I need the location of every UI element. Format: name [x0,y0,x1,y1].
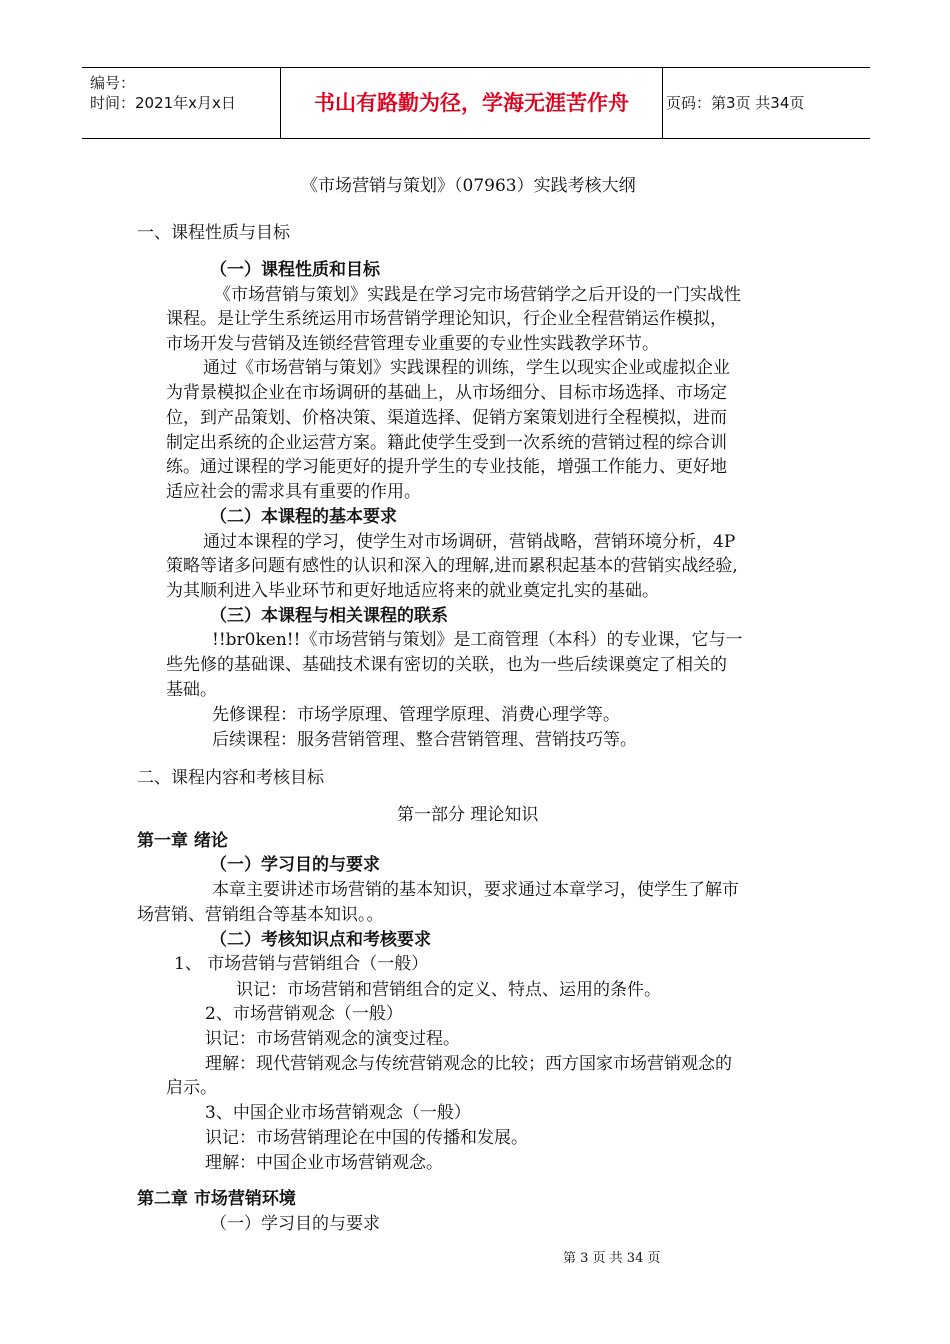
header-motto: 书山有路勤为径，学海无涯苦作舟 [281,68,663,138]
doc-time-label: 时间：2021年x月x日 [90,94,236,112]
paragraph-line: 为其顺利进入毕业环节和更好地适应将来的就业奠定扎实的基础。 [166,581,659,601]
prerequisite-courses: 先修课程：市场学原理、管理学原理、消费心理学等。 [212,705,620,725]
part-1-title: 第一部分 理论知识 [397,805,539,825]
paragraph-line: 练。通过课程的学习能更好的提升学生的专业技能，增强工作能力、更好地 [166,457,727,477]
paragraph-line: 通过本课程的学习，使学生对市场调研，营销战略，营销环境分析，4P [203,532,736,552]
knowledge-note: 识记：市场营销理论在中国的传播和发展。 [205,1128,528,1148]
paragraph-line: !!br0ken!!《市场营销与策划》是工商管理（本科）的专业课，它与一 [212,630,743,650]
paragraph-line: 本章主要讲述市场营销的基本知识，要求通过本章学习，使学生了解市 [212,880,739,900]
knowledge-point: 3、中国企业市场营销观念（一般） [205,1103,471,1123]
doc-number-label: 编号： [90,74,136,92]
paragraph-line: 《市场营销与策划》实践是在学习完市场营销学之后开设的一门实战性 [214,285,741,305]
doc-title: 《市场营销与策划》（07963）实践考核大纲 [301,176,636,196]
paragraph-line: 位，到产品策划、价格决策、渠道选择、促销方案策划进行全程模拟，进而 [166,408,727,428]
chapter-2-title: 第二章 市场营销环境 [137,1189,296,1209]
paragraph-line: 策略等诸多问题有感性的认识和深入的理解,进而累积起基本的营销实战经验, [166,556,738,576]
follow-up-courses: 后续课程：服务营销管理、整合营销管理、营销技巧等。 [212,730,637,750]
paragraph-line: 市场开发与营销及连锁经营管理专业重要的专业性实践教学环节。 [166,334,659,354]
knowledge-note: 识记：市场营销和营销组合的定义、特点、运用的条件。 [236,980,661,1000]
subheading-course-nature: （一）课程性质和目标 [210,260,380,280]
page-footer: 第 3 页 共 34 页 [563,1251,661,1266]
chapter-1-assessment: （二）考核知识点和考核要求 [210,930,431,950]
knowledge-note: 启示。 [166,1078,217,1098]
chapter-2-learning-goals: （一）学习目的与要求 [210,1214,380,1234]
page-header [82,67,870,139]
chapter-1-title: 第一章 绪论 [137,831,228,851]
paragraph-line: 制定出系统的企业运营方案。籍此使学生受到一次系统的营销过程的综合训 [166,433,727,453]
subheading-basic-requirements: （二）本课程的基本要求 [210,507,397,527]
paragraph-line: 基础。 [166,680,217,700]
knowledge-point: 1、 市场营销与营销组合（一般） [174,954,429,974]
chapter-1-learning-goals: （一）学习目的与要求 [210,855,380,875]
paragraph-line: 些先修的基础课、基础技术课有密切的关联，也为一些后续课奠定了相关的 [166,655,727,675]
paragraph-line: 课程。是让学生系统运用市场营销学理论知识，行企业全程营销运作模拟， [166,309,727,329]
paragraph-line: 适应社会的需求具有重要的作用。 [166,482,421,502]
knowledge-note: 理解：中国企业市场营销观念。 [205,1153,443,1173]
paragraph-line: 通过《市场营销与策划》实践课程的训练，学生以现实企业或虚拟企业 [203,358,730,378]
section-1-heading: 一、课程性质与目标 [137,223,290,243]
section-2-heading: 二、课程内容和考核目标 [137,768,324,788]
header-meta-cell [82,68,281,138]
paragraph-line: 场营销、营销组合等基本知识。。 [137,905,384,925]
paragraph-line: 为背景模拟企业在市场调研的基础上，从市场细分、目标市场选择、市场定 [166,383,727,403]
knowledge-note: 识记：市场营销观念的演变过程。 [205,1029,460,1049]
knowledge-point: 2、市场营销观念（一般） [205,1004,403,1024]
knowledge-note: 理解：现代营销观念与传统营销观念的比较；西方国家市场营销观念的 [205,1054,732,1074]
subheading-related-courses: （三）本课程与相关课程的联系 [210,606,448,626]
header-page-label: 页码：第3页 共34页 [666,94,805,112]
